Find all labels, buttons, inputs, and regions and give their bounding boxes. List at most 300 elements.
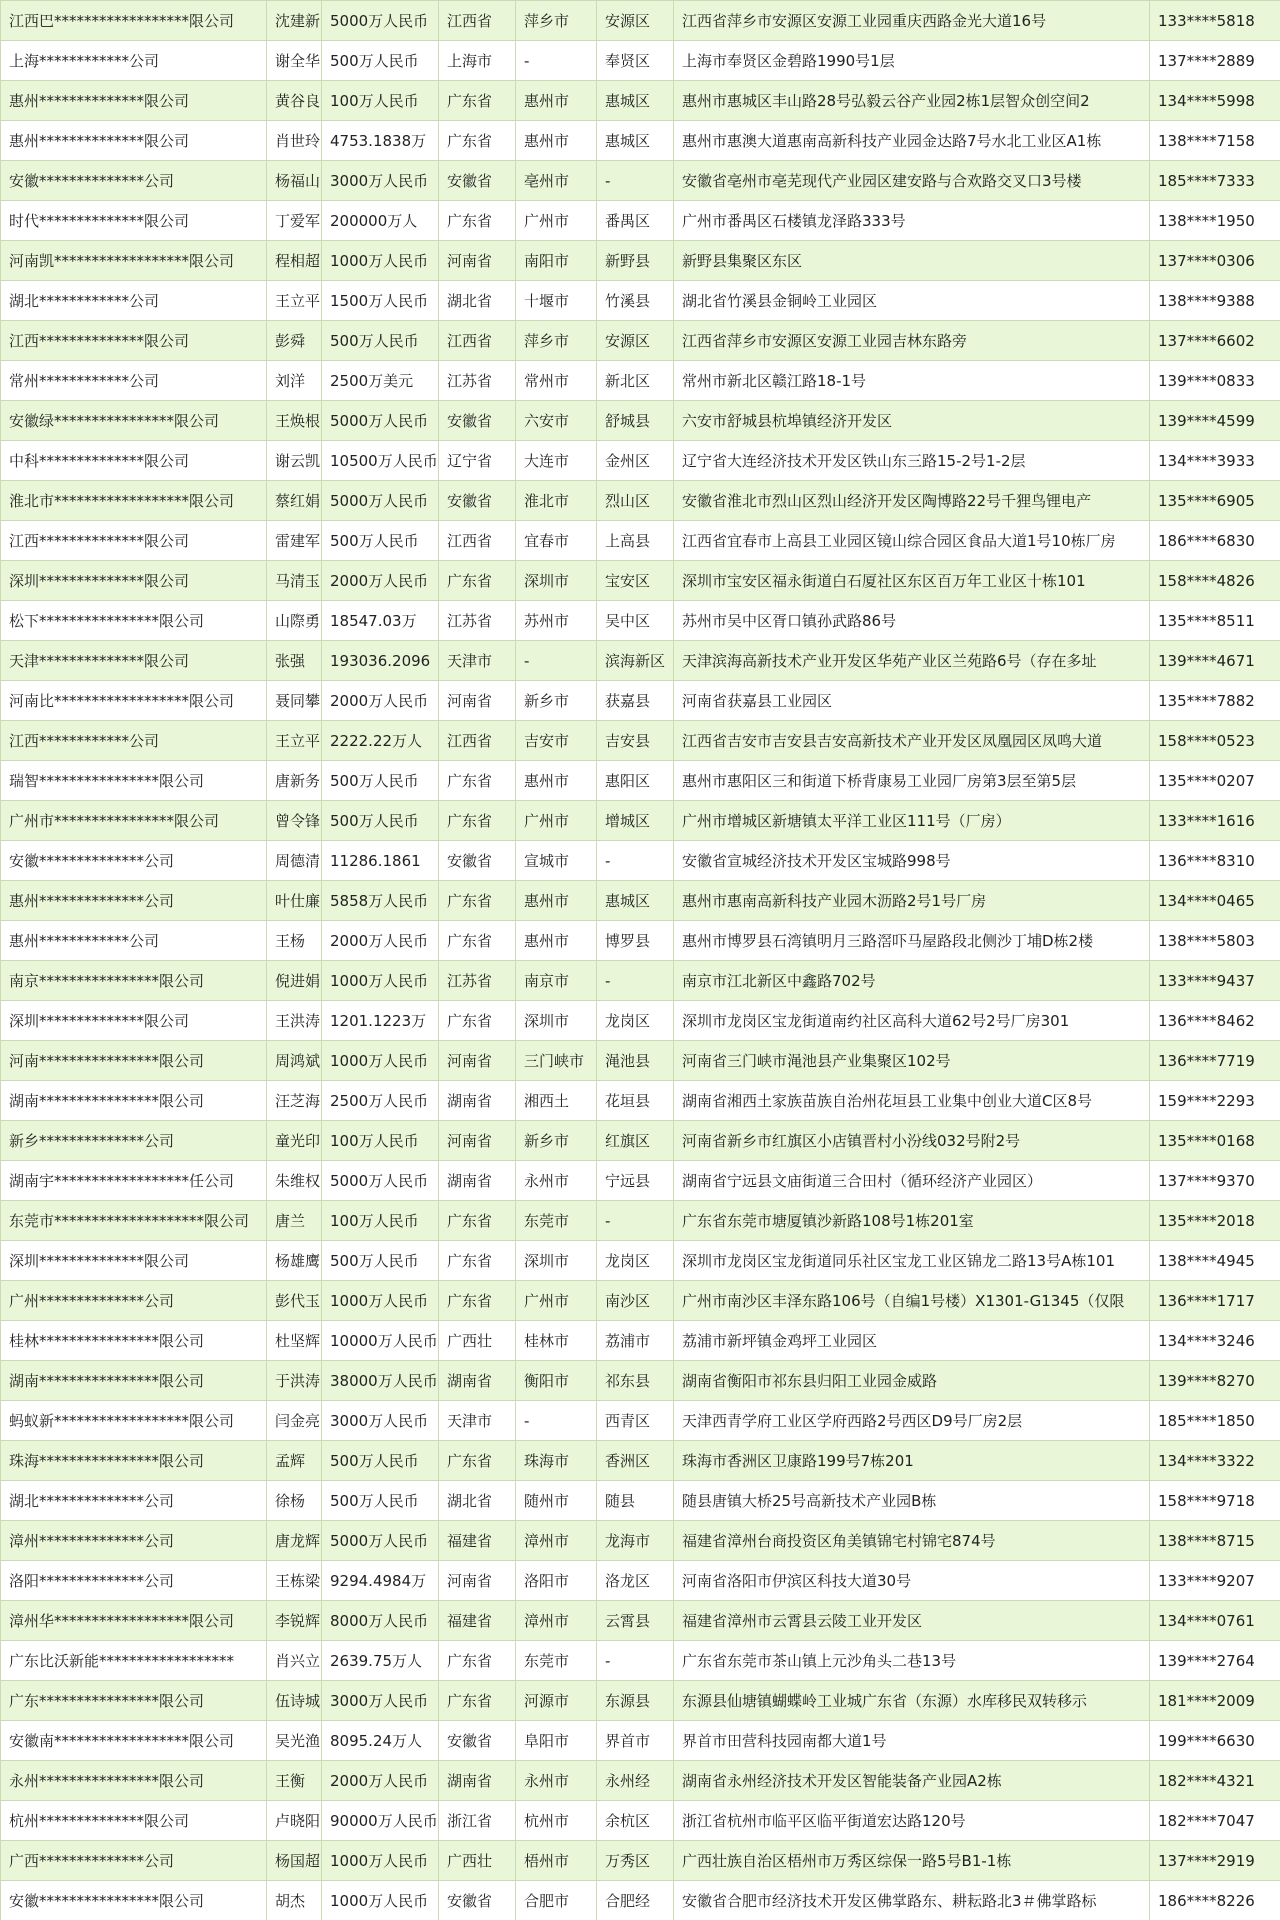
phone-cell: 185****7333 — [1150, 161, 1280, 201]
legal-person-cell: 曾令锋 — [267, 801, 322, 841]
province-cell: 辽宁省 — [439, 441, 516, 481]
company-name-cell: 广东****************限公司 — [1, 1681, 267, 1721]
address-cell: 江西省宜春市上高县工业园区镜山综合园区食品大道1号10栋厂房 — [674, 521, 1150, 561]
legal-person-cell: 杨雄鹰 — [267, 1241, 322, 1281]
table-row — [1, 1601, 1280, 1641]
legal-person-cell: 肖世玲 — [267, 121, 322, 161]
address-cell: 广东省东莞市塘厦镇沙新路108号1栋201室 — [674, 1201, 1150, 1241]
address-cell: 广东省东莞市茶山镇上元沙角头二巷13号 — [674, 1641, 1150, 1681]
registered-capital-cell: 8000万人民币 — [322, 1601, 439, 1641]
province-cell: 安徽省 — [439, 161, 516, 201]
address-cell: 湖南省永州经济技术开发区智能装备产业园A2栋 — [674, 1761, 1150, 1801]
phone-cell: 135****6905 — [1150, 481, 1280, 521]
address-cell: 深圳市龙岗区宝龙街道南约社区高科大道62号2号厂房301 — [674, 1001, 1150, 1041]
province-cell: 河南省 — [439, 1041, 516, 1081]
registered-capital-cell: 2000万人民币 — [322, 681, 439, 721]
table-row — [1, 1761, 1280, 1801]
company-name-cell: 淮北市******************限公司 — [1, 481, 267, 521]
district-cell: 吴中区 — [597, 601, 674, 641]
district-cell: 安源区 — [597, 321, 674, 361]
district-cell: 获嘉县 — [597, 681, 674, 721]
company-name-cell: 瑞智****************限公司 — [1, 761, 267, 801]
company-name-cell: 广州**************公司 — [1, 1281, 267, 1321]
province-cell: 江苏省 — [439, 601, 516, 641]
city-cell: 惠州市 — [516, 761, 597, 801]
company-name-cell: 惠州**************限公司 — [1, 81, 267, 121]
table-row — [1, 841, 1280, 881]
phone-cell: 135****2018 — [1150, 1201, 1280, 1241]
district-cell: 永州经 — [597, 1761, 674, 1801]
district-cell: 宝安区 — [597, 561, 674, 601]
address-cell: 河南省新乡市红旗区小店镇晋村小汾线032号附2号 — [674, 1121, 1150, 1161]
legal-person-cell: 王立平 — [267, 281, 322, 321]
registered-capital-cell: 5858万人民币 — [322, 881, 439, 921]
registered-capital-cell: 1201.1223万 — [322, 1001, 439, 1041]
city-cell: 宣城市 — [516, 841, 597, 881]
address-cell: 河南省三门峡市渑池县产业集聚区102号 — [674, 1041, 1150, 1081]
legal-person-cell: 杨福山 — [267, 161, 322, 201]
table-row — [1, 1361, 1280, 1401]
registered-capital-cell: 500万人民币 — [322, 761, 439, 801]
city-cell: 深圳市 — [516, 561, 597, 601]
city-cell: - — [516, 1401, 597, 1441]
city-cell: 苏州市 — [516, 601, 597, 641]
company-name-cell: 安徽南******************限公司 — [1, 1721, 267, 1761]
company-name-cell: 东莞市********************限公司 — [1, 1201, 267, 1241]
address-cell: 江西省吉安市吉安县吉安高新技术产业开发区凤凰园区凤鸣大道 — [674, 721, 1150, 761]
district-cell: 东源县 — [597, 1681, 674, 1721]
registered-capital-cell: 5000万人民币 — [322, 481, 439, 521]
address-cell: 新野县集聚区东区 — [674, 241, 1150, 281]
table-row — [1, 1801, 1280, 1841]
province-cell: 江西省 — [439, 1, 516, 41]
table-row — [1, 921, 1280, 961]
legal-person-cell: 杜坚辉 — [267, 1321, 322, 1361]
table-row — [1, 521, 1280, 561]
registered-capital-cell: 4753.1838万 — [322, 121, 439, 161]
registered-capital-cell: 9294.4984万 — [322, 1561, 439, 1601]
city-cell: 桂林市 — [516, 1321, 597, 1361]
province-cell: 江西省 — [439, 721, 516, 761]
address-cell: 湖北省竹溪县金铜岭工业园区 — [674, 281, 1150, 321]
table-row — [1, 801, 1280, 841]
legal-person-cell: 彭舜 — [267, 321, 322, 361]
district-cell: 吉安县 — [597, 721, 674, 761]
registered-capital-cell: 500万人民币 — [322, 1441, 439, 1481]
address-cell: 广州市番禺区石楼镇龙泽路333号 — [674, 201, 1150, 241]
city-cell: 随州市 — [516, 1481, 597, 1521]
province-cell: 广东省 — [439, 1001, 516, 1041]
registered-capital-cell: 5000万人民币 — [322, 1, 439, 41]
company-name-cell: 松下****************限公司 — [1, 601, 267, 641]
province-cell: 广东省 — [439, 1681, 516, 1721]
table-row — [1, 641, 1280, 681]
table-row — [1, 201, 1280, 241]
city-cell: 漳州市 — [516, 1601, 597, 1641]
legal-person-cell: 朱维权 — [267, 1161, 322, 1201]
phone-cell: 136****8462 — [1150, 1001, 1280, 1041]
registered-capital-cell: 1000万人民币 — [322, 1841, 439, 1881]
phone-cell: 137****6602 — [1150, 321, 1280, 361]
registered-capital-cell: 1000万人民币 — [322, 1281, 439, 1321]
city-cell: 吉安市 — [516, 721, 597, 761]
city-cell: 亳州市 — [516, 161, 597, 201]
district-cell: 烈山区 — [597, 481, 674, 521]
registered-capital-cell: 38000万人民币 — [322, 1361, 439, 1401]
table-row — [1, 1, 1280, 41]
table-row — [1, 441, 1280, 481]
phone-cell: 138****1950 — [1150, 201, 1280, 241]
city-cell: 洛阳市 — [516, 1561, 597, 1601]
phone-cell: 186****8226 — [1150, 1881, 1280, 1920]
phone-cell: 139****4671 — [1150, 641, 1280, 681]
legal-person-cell: 张强 — [267, 641, 322, 681]
address-cell: 浙江省杭州市临平区临平街道宏达路120号 — [674, 1801, 1150, 1841]
address-cell: 广西壮族自治区梧州市万秀区综保一路5号B1-1栋 — [674, 1841, 1150, 1881]
address-cell: 上海市奉贤区金碧路1990号1层 — [674, 41, 1150, 81]
table-row — [1, 1121, 1280, 1161]
registered-capital-cell: 100万人民币 — [322, 81, 439, 121]
province-cell: 江苏省 — [439, 361, 516, 401]
table-row — [1, 1681, 1280, 1721]
legal-person-cell: 吴光渔 — [267, 1721, 322, 1761]
city-cell: 惠州市 — [516, 921, 597, 961]
legal-person-cell: 杨国超 — [267, 1841, 322, 1881]
district-cell: 渑池县 — [597, 1041, 674, 1081]
city-cell: 十堰市 — [516, 281, 597, 321]
phone-cell: 135****0207 — [1150, 761, 1280, 801]
city-cell: 东莞市 — [516, 1201, 597, 1241]
company-name-cell: 广东比沃新能****************** — [1, 1641, 267, 1681]
legal-person-cell: 周德清 — [267, 841, 322, 881]
province-cell: 广东省 — [439, 121, 516, 161]
table-row — [1, 721, 1280, 761]
district-cell: 西青区 — [597, 1401, 674, 1441]
city-cell: - — [516, 41, 597, 81]
company-name-cell: 安徽****************限公司 — [1, 1881, 267, 1920]
province-cell: 安徽省 — [439, 1721, 516, 1761]
city-cell: 深圳市 — [516, 1241, 597, 1281]
province-cell: 天津市 — [439, 1401, 516, 1441]
registered-capital-cell: 193036.2096 — [322, 641, 439, 681]
table-row — [1, 881, 1280, 921]
table-row — [1, 161, 1280, 201]
company-name-cell: 河南凯******************限公司 — [1, 241, 267, 281]
province-cell: 广东省 — [439, 921, 516, 961]
table-row — [1, 1321, 1280, 1361]
company-name-cell: 广州市****************限公司 — [1, 801, 267, 841]
legal-person-cell: 胡杰 — [267, 1881, 322, 1920]
table-row — [1, 1841, 1280, 1881]
registered-capital-cell: 500万人民币 — [322, 1481, 439, 1521]
address-cell: 福建省漳州市云霄县云陵工业开发区 — [674, 1601, 1150, 1641]
city-cell: 六安市 — [516, 401, 597, 441]
legal-person-cell: 王衡 — [267, 1761, 322, 1801]
phone-cell: 137****2889 — [1150, 41, 1280, 81]
district-cell: 惠阳区 — [597, 761, 674, 801]
table-row — [1, 1081, 1280, 1121]
legal-person-cell: 雷建军 — [267, 521, 322, 561]
phone-cell: 134****0465 — [1150, 881, 1280, 921]
legal-person-cell: 聂同攀 — [267, 681, 322, 721]
phone-cell: 182****4321 — [1150, 1761, 1280, 1801]
province-cell: 天津市 — [439, 641, 516, 681]
address-cell: 湖南省宁远县文庙街道三合田村（循环经济产业园区） — [674, 1161, 1150, 1201]
city-cell: 萍乡市 — [516, 321, 597, 361]
province-cell: 广东省 — [439, 201, 516, 241]
phone-cell: 138****7158 — [1150, 121, 1280, 161]
phone-cell: 134****5998 — [1150, 81, 1280, 121]
legal-person-cell: 肖兴立 — [267, 1641, 322, 1681]
city-cell: 常州市 — [516, 361, 597, 401]
city-cell: 惠州市 — [516, 881, 597, 921]
city-cell: 梧州市 — [516, 1841, 597, 1881]
district-cell: 惠城区 — [597, 121, 674, 161]
phone-cell: 138****4945 — [1150, 1241, 1280, 1281]
table-row — [1, 281, 1280, 321]
company-name-cell: 洛阳**************公司 — [1, 1561, 267, 1601]
city-cell: 萍乡市 — [516, 1, 597, 41]
province-cell: 湖南省 — [439, 1761, 516, 1801]
legal-person-cell: 伍诗城 — [267, 1681, 322, 1721]
address-cell: 东源县仙塘镇蝴蝶岭工业城广东省（东源）水库移民双转移示 — [674, 1681, 1150, 1721]
city-cell: 衡阳市 — [516, 1361, 597, 1401]
province-cell: 安徽省 — [439, 481, 516, 521]
district-cell: 香洲区 — [597, 1441, 674, 1481]
city-cell: 广州市 — [516, 201, 597, 241]
company-name-cell: 惠州**************公司 — [1, 881, 267, 921]
registered-capital-cell: 18547.03万 — [322, 601, 439, 641]
legal-person-cell: 王洪涛 — [267, 1001, 322, 1041]
phone-cell: 133****9207 — [1150, 1561, 1280, 1601]
registered-capital-cell: 11286.1861 — [322, 841, 439, 881]
phone-cell: 133****5818 — [1150, 1, 1280, 41]
address-cell: 湖南省湘西土家族苗族自治州花垣县工业集中创业大道C区8号 — [674, 1081, 1150, 1121]
district-cell: 金州区 — [597, 441, 674, 481]
company-name-cell: 江西**************限公司 — [1, 321, 267, 361]
table-row — [1, 1161, 1280, 1201]
company-name-cell: 漳州**************公司 — [1, 1521, 267, 1561]
registered-capital-cell: 2000万人民币 — [322, 921, 439, 961]
district-cell: 余杭区 — [597, 1801, 674, 1841]
province-cell: 江苏省 — [439, 961, 516, 1001]
table-row — [1, 1201, 1280, 1241]
province-cell: 安徽省 — [439, 1881, 516, 1920]
legal-person-cell: 蔡红娟 — [267, 481, 322, 521]
phone-cell: 134****3933 — [1150, 441, 1280, 481]
address-cell: 河南省获嘉县工业园区 — [674, 681, 1150, 721]
company-name-cell: 江西巴******************限公司 — [1, 1, 267, 41]
registered-capital-cell: 1000万人民币 — [322, 1041, 439, 1081]
city-cell: 永州市 — [516, 1161, 597, 1201]
phone-cell: 138****8715 — [1150, 1521, 1280, 1561]
address-cell: 江西省萍乡市安源区安源工业园吉林东路旁 — [674, 321, 1150, 361]
address-cell: 惠州市惠澳大道惠南高新科技产业园金达路7号水北工业区A1栋 — [674, 121, 1150, 161]
registered-capital-cell: 100万人民币 — [322, 1201, 439, 1241]
company-name-cell: 江西**************限公司 — [1, 521, 267, 561]
legal-person-cell: 童光印 — [267, 1121, 322, 1161]
district-cell: 安源区 — [597, 1, 674, 41]
district-cell: - — [597, 961, 674, 1001]
table-row — [1, 1881, 1280, 1920]
city-cell: 广州市 — [516, 801, 597, 841]
province-cell: 江西省 — [439, 521, 516, 561]
table-row — [1, 1561, 1280, 1601]
table-row — [1, 481, 1280, 521]
district-cell: 惠城区 — [597, 881, 674, 921]
company-name-cell: 安徽**************公司 — [1, 841, 267, 881]
province-cell: 安徽省 — [439, 401, 516, 441]
district-cell: - — [597, 161, 674, 201]
legal-person-cell: 徐杨 — [267, 1481, 322, 1521]
legal-person-cell: 于洪涛 — [267, 1361, 322, 1401]
table-row — [1, 1521, 1280, 1561]
registered-capital-cell: 2000万人民币 — [322, 1761, 439, 1801]
province-cell: 广东省 — [439, 881, 516, 921]
table-row — [1, 1281, 1280, 1321]
district-cell: 博罗县 — [597, 921, 674, 961]
company-name-cell: 上海************公司 — [1, 41, 267, 81]
city-cell: - — [516, 641, 597, 681]
province-cell: 河南省 — [439, 681, 516, 721]
address-cell: 湖南省衡阳市祁东县归阳工业园金威路 — [674, 1361, 1150, 1401]
legal-person-cell: 李锐辉 — [267, 1601, 322, 1641]
table-row — [1, 1241, 1280, 1281]
phone-cell: 159****2293 — [1150, 1081, 1280, 1121]
table-row — [1, 321, 1280, 361]
registered-capital-cell: 3000万人民币 — [322, 1681, 439, 1721]
city-cell: 南京市 — [516, 961, 597, 1001]
registered-capital-cell: 3000万人民币 — [322, 1401, 439, 1441]
registered-capital-cell: 500万人民币 — [322, 321, 439, 361]
province-cell: 上海市 — [439, 41, 516, 81]
table-row — [1, 961, 1280, 1001]
company-name-cell: 永州****************限公司 — [1, 1761, 267, 1801]
city-cell: 漳州市 — [516, 1521, 597, 1561]
registered-capital-cell: 2639.75万人 — [322, 1641, 439, 1681]
district-cell: 花垣县 — [597, 1081, 674, 1121]
district-cell: 南沙区 — [597, 1281, 674, 1321]
table-row — [1, 121, 1280, 161]
province-cell: 湖南省 — [439, 1161, 516, 1201]
legal-person-cell: 刘洋 — [267, 361, 322, 401]
legal-person-cell: 沈建新 — [267, 1, 322, 41]
legal-person-cell: 唐龙辉 — [267, 1521, 322, 1561]
city-cell: 惠州市 — [516, 121, 597, 161]
legal-person-cell: 周鸿斌 — [267, 1041, 322, 1081]
phone-cell: 133****9437 — [1150, 961, 1280, 1001]
province-cell: 福建省 — [439, 1601, 516, 1641]
district-cell: 云霄县 — [597, 1601, 674, 1641]
company-name-cell: 杭州**************限公司 — [1, 1801, 267, 1841]
phone-cell: 135****8511 — [1150, 601, 1280, 641]
phone-cell: 139****2764 — [1150, 1641, 1280, 1681]
table-row — [1, 401, 1280, 441]
phone-cell: 199****6630 — [1150, 1721, 1280, 1761]
company-name-cell: 湖南宇******************任公司 — [1, 1161, 267, 1201]
company-name-cell: 新乡**************公司 — [1, 1121, 267, 1161]
registered-capital-cell: 5000万人民币 — [322, 1161, 439, 1201]
province-cell: 广东省 — [439, 801, 516, 841]
company-name-cell: 安徽绿****************限公司 — [1, 401, 267, 441]
phone-cell: 133****1616 — [1150, 801, 1280, 841]
city-cell: 湘西土 — [516, 1081, 597, 1121]
address-cell: 广州市南沙区丰泽东路106号（自编1号楼）X1301-G1345（仅限 — [674, 1281, 1150, 1321]
phone-cell: 182****7047 — [1150, 1801, 1280, 1841]
legal-person-cell: 闫金亮 — [267, 1401, 322, 1441]
address-cell: 南京市江北新区中鑫路702号 — [674, 961, 1150, 1001]
legal-person-cell: 叶仕廉 — [267, 881, 322, 921]
province-cell: 广东省 — [439, 1641, 516, 1681]
legal-person-cell: 卢晓阳 — [267, 1801, 322, 1841]
address-cell: 常州市新北区赣江路18-1号 — [674, 361, 1150, 401]
city-cell: 珠海市 — [516, 1441, 597, 1481]
registered-capital-cell: 500万人民币 — [322, 521, 439, 561]
district-cell: 新北区 — [597, 361, 674, 401]
legal-person-cell: 孟辉 — [267, 1441, 322, 1481]
province-cell: 广东省 — [439, 1241, 516, 1281]
table-row — [1, 81, 1280, 121]
address-cell: 惠州市惠阳区三和街道下桥背康易工业园厂房第3层至第5层 — [674, 761, 1150, 801]
district-cell: 竹溪县 — [597, 281, 674, 321]
company-name-cell: 广西**************公司 — [1, 1841, 267, 1881]
registered-capital-cell: 500万人民币 — [322, 1241, 439, 1281]
phone-cell: 138****5803 — [1150, 921, 1280, 961]
district-cell: 荔浦市 — [597, 1321, 674, 1361]
registered-capital-cell: 5000万人民币 — [322, 1521, 439, 1561]
address-cell: 辽宁省大连经济技术开发区铁山东三路15-2号1-2层 — [674, 441, 1150, 481]
company-name-cell: 惠州************公司 — [1, 921, 267, 961]
table-row — [1, 361, 1280, 401]
company-name-cell: 河南比******************限公司 — [1, 681, 267, 721]
legal-person-cell: 马清玉 — [267, 561, 322, 601]
company-name-cell: 深圳**************限公司 — [1, 1001, 267, 1041]
company-name-cell: 湖南****************限公司 — [1, 1361, 267, 1401]
city-cell: 广州市 — [516, 1281, 597, 1321]
phone-cell: 181****2009 — [1150, 1681, 1280, 1721]
registered-capital-cell: 500万人民币 — [322, 41, 439, 81]
registered-capital-cell: 90000万人民币 — [322, 1801, 439, 1841]
registered-capital-cell: 2222.22万人 — [322, 721, 439, 761]
district-cell: 红旗区 — [597, 1121, 674, 1161]
company-name-cell: 天津**************限公司 — [1, 641, 267, 681]
district-cell: - — [597, 1201, 674, 1241]
company-name-cell: 漳州华******************限公司 — [1, 1601, 267, 1641]
legal-person-cell: 谢全华 — [267, 41, 322, 81]
address-cell: 荔浦市新坪镇金鸡坪工业园区 — [674, 1321, 1150, 1361]
registered-capital-cell: 1500万人民币 — [322, 281, 439, 321]
province-cell: 广东省 — [439, 1201, 516, 1241]
address-cell: 福建省漳州台商投资区角美镇锦宅村锦宅874号 — [674, 1521, 1150, 1561]
legal-person-cell: 唐兰 — [267, 1201, 322, 1241]
registered-capital-cell: 2000万人民币 — [322, 561, 439, 601]
phone-cell: 134****3322 — [1150, 1441, 1280, 1481]
company-name-cell: 珠海****************限公司 — [1, 1441, 267, 1481]
table-row — [1, 761, 1280, 801]
phone-cell: 138****9388 — [1150, 281, 1280, 321]
company-name-cell: 湖南****************限公司 — [1, 1081, 267, 1121]
table-row — [1, 1721, 1280, 1761]
registered-capital-cell: 2500万人民币 — [322, 1081, 439, 1121]
city-cell: 合肥市 — [516, 1881, 597, 1920]
table-row — [1, 1441, 1280, 1481]
company-name-cell: 桂林****************限公司 — [1, 1321, 267, 1361]
phone-cell: 134****0761 — [1150, 1601, 1280, 1641]
registered-capital-cell: 1000万人民币 — [322, 1881, 439, 1920]
province-cell: 安徽省 — [439, 841, 516, 881]
phone-cell: 134****3246 — [1150, 1321, 1280, 1361]
province-cell: 江西省 — [439, 321, 516, 361]
